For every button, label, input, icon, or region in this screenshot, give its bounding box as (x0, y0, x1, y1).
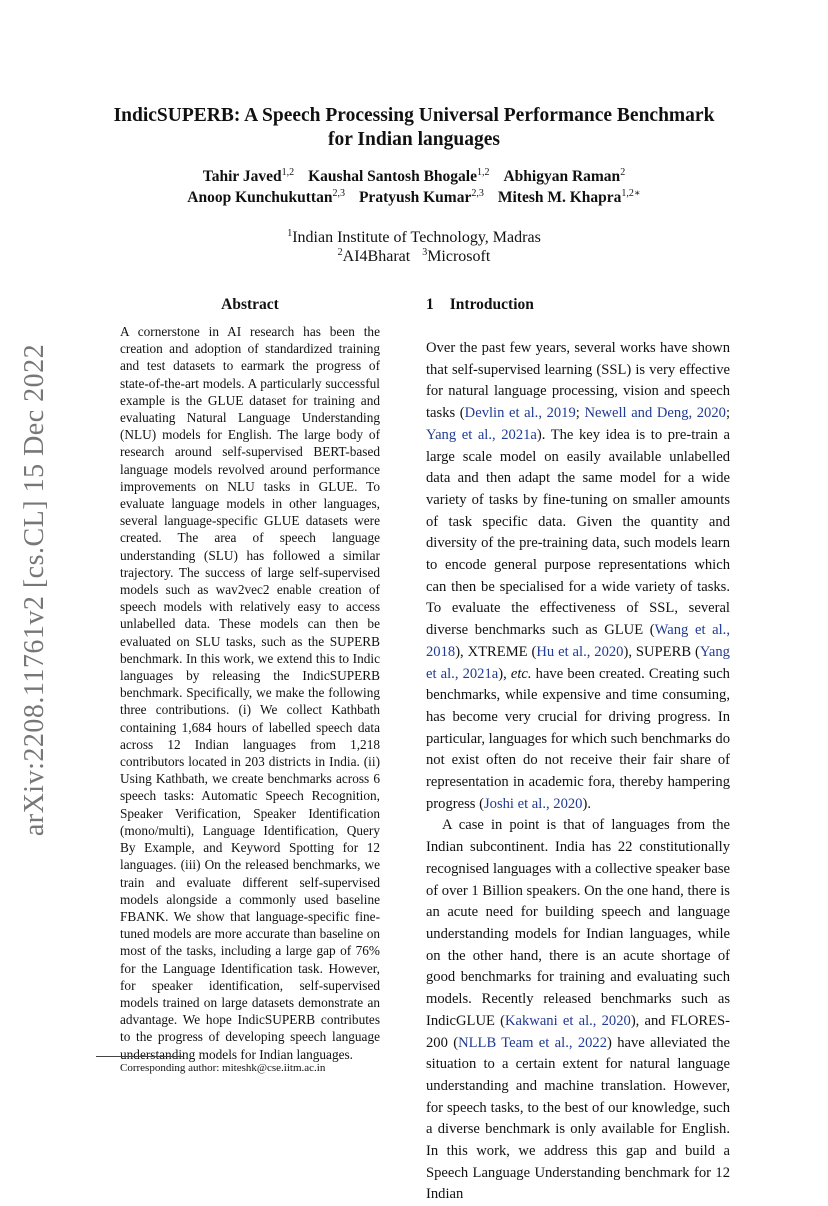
author-line (100, 166, 728, 187)
affiliation: $^1$Indian Institute of Technology, Madras (287, 228, 541, 246)
footnote: Corresponding author: miteshk@cse.iitm.ac.in (120, 1062, 326, 1074)
affiliation-mark: 2 (337, 247, 343, 258)
author-name: Kaushal Santosh Bhogale$^{1,2}$ (308, 167, 490, 185)
title-line: for Indian languages (328, 129, 500, 150)
citation-link[interactable]: Wang et al., 2018 (426, 622, 730, 660)
title-line: IndicSUPERB: A Speech Processing Universal Performance Benchmark (113, 105, 715, 126)
affiliation-list (100, 228, 728, 266)
affiliation: $^2$AI4Bharat (337, 247, 411, 265)
author-affiliation-mark: 2,3 (332, 188, 345, 199)
citation-link[interactable]: NLLB Team et al., 2022 (458, 1034, 608, 1051)
author-affiliation-mark: 2 (620, 167, 626, 178)
section-title: Introduction (449, 296, 534, 313)
footnote-divider (96, 1056, 184, 1057)
citation-link[interactable]: Devlin et al., 2019 (464, 405, 576, 422)
author-name: Abhigyan Raman$^2$ (503, 167, 626, 185)
citation-link[interactable]: Yang et al., 2021a (426, 643, 730, 682)
author-name: Mitesh M. Khapra$^{1,2∗}$ (497, 188, 641, 206)
introduction-body (426, 338, 730, 1206)
emphasis: etc. (510, 665, 532, 682)
affiliation-mark: 3 (422, 247, 428, 258)
author-affiliation-mark: 1,2 (476, 167, 490, 178)
abstract-heading: Abstract (221, 296, 279, 313)
introduction-paragraph: Over the past few years, several works have shown that self-supervised learning (SSL) is very effective for natural language processing, vision and speech tasks (Devlin et al., 2019; Newell and Deng, 2020; Yang et al., 2021a). The key idea is to pre-train a large scale model on easily available unlabelled data and then adapt the same model for a wide variety of tasks by fine-tuning on smaller amounts of task specific data. Given the quantity and diversity of the pre-training data, such models learn to encode general purpose representations which can then be specialised for a wide variety of tasks. To evaluate the effectiveness of SSL, several diverse benchmarks such as GLUE (Wang et al., 2018), XTREME (Hu et al., 2020), SUPERB (Yang et al., 2021a), etc. have been created. Creating such benchmarks, while expensive and time consuming, has become very crucial for driving progress. In particular, languages for which such benchmarks do not exist often do not receive their fair share of representation in academic fora, thereby hampering progress (Joshi et al., 2020). (426, 340, 731, 812)
abstract-body (120, 323, 380, 1063)
section-heading-introduction (426, 296, 534, 314)
affiliation: $^3$Microsoft (422, 247, 491, 265)
citation-link[interactable]: Hu et al., 2020 (536, 643, 624, 660)
paper-title (100, 104, 728, 152)
affiliation-line (100, 228, 728, 247)
arxiv-sidebar (10, 230, 60, 950)
affiliation-mark: 1 (287, 228, 293, 239)
author-affiliation-mark: 2,3 (471, 188, 484, 199)
affiliation-line (100, 247, 728, 266)
arxiv-identifier: arXiv:2208.11761v2 [cs.CL] 15 Dec 2022 (19, 343, 50, 837)
citation-link[interactable]: Kakwani et al., 2020 (504, 1012, 631, 1029)
citation-link[interactable]: Joshi et al., 2020 (483, 795, 583, 812)
author-line (100, 187, 728, 208)
author-name: Tahir Javed$^{1,2}$ (202, 167, 295, 185)
abstract-text: A cornerstone in AI research has been the creation and adoption of standardized training and test datasets to earmark the progress of state-of-the-art models. A particularly successful example is the GLUE dataset for training and evaluating Natural Language Understanding (NLU) models for English. The large body of research around self-supervised BERT-based language models revolved around performance improvements on NLU tasks in GLUE. To evaluate language models in other languages, several language-specific GLUE datasets were created. The area of speech language understanding (SLU) has followed a similar trajectory. The success of large self-supervised models such as wav2vec2 enable creation of speech models with relatively easy to access unlabelled data. These models can then be evaluated on SLU tasks, such as the SUPERB benchmark. In this work, we extend this to Indic languages by releasing the IndicSUPERB benchmark. Specifically, we make the following three contributions. (i) We collect Kathbath containing 1,684 hours of labelled speech data across 12 Indian languages from 1,218 contributors located in 203 districts in India. (ii) Using Kathbath, we create benchmarks across 6 speech tasks: Automatic Speech Recognition, Speaker Verification, Speaker Identification (mono/multi), Language Identification, Query By Example, and Keyword Spotting for 12 languages. (iii) On the released benchmarks, we train and evaluate different self-supervised models alongside a commonly used baseline FBANK. We show that language-specific fine-tuned models are more accurate than baseline on most of the tasks, including a large gap of 76% for the Language Identification task. However, for speaker identification, self-supervised models trained on large datasets demonstrate an advantage. We hope IndicSUPERB contributes to the progress of developing speech language understanding models for Indian languages. (120, 324, 380, 1062)
introduction-paragraph: A case in point is that of languages from the Indian subcontinent. India has 22 constitutionally recognised languages with a collective speaker base of over 1 Billion speakers. On the one hand, there is an acute need for building speech and language understanding models for Indian languages, while on the other hand, there is an acute shortage of good benchmarks for training and evaluating such models. Recently released benchmarks such as IndicGLUE (Kakwani et al., 2020), and FLORES-200 (NLLB Team et al., 2022) have alleviated the situation to a certain extent for natural language understanding and machine translation. However, for speech tasks, to the best of our knowledge, such a diverse benchmark is only available for English. In this work, we address this gap and build a Speech Language Understanding benchmark for 12 Indian (426, 817, 730, 1203)
section-number: 1 (426, 296, 434, 313)
author-name: Anoop Kunchukuttan$^{2,3}$ (187, 188, 345, 206)
citation-link[interactable]: Newell and Deng, 2020 (584, 405, 726, 422)
author-list (100, 166, 728, 208)
author-affiliation-mark: 1,2 (281, 167, 295, 178)
author-affiliation-mark: 1,2∗ (621, 188, 641, 199)
author-name: Pratyush Kumar$^{2,3}$ (358, 188, 484, 206)
citation-link[interactable]: Yang et al., 2021a (426, 426, 537, 443)
